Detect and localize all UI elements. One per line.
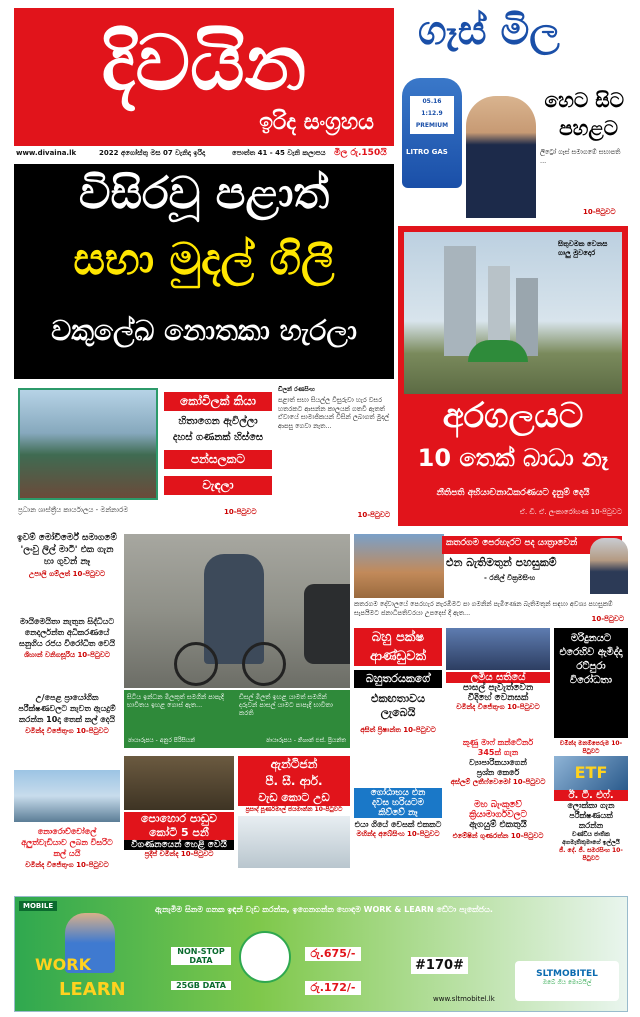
volume: පොත්ත 41 - 45 වැනි කලාපය bbox=[232, 149, 326, 157]
gas-price-card: 05.16 1:12.9 PREMIUM bbox=[410, 96, 454, 134]
gota-story: ගෝඨාභය එන දවස හරියටම කිව්වේ නෑ එයා ගියේ වෙසක් එකකට මහින්ද අබේසිංහ 10-පිටුවට bbox=[354, 788, 442, 838]
dateline bbox=[14, 146, 394, 160]
kovil-headline3: දහස් ගණනක් හිස්සෙ bbox=[172, 432, 264, 443]
gas-brand: LITRO GAS bbox=[406, 148, 448, 156]
tower-left bbox=[444, 246, 476, 356]
protest-headline1: අරගලයට bbox=[442, 396, 584, 436]
ranil-photo bbox=[590, 538, 628, 594]
gas-story bbox=[398, 8, 628, 218]
left-story-4: නොරොච්චෝලේ අලුත්වැඩියාව ලබන විසරිට කල් යයි චමින්ද විජේතුංග 10-පිටුවට bbox=[14, 770, 120, 872]
protest-headline2: 10 තෙක් බාධා නෑ bbox=[417, 444, 609, 472]
gas-sub1: හෙට සිට bbox=[544, 88, 624, 112]
lead-line3: වකුලේඛ නොතකා හැරලා bbox=[51, 314, 357, 347]
katharagama-photo bbox=[354, 534, 444, 598]
mid-page: 10-පිටුවට bbox=[357, 511, 390, 519]
protest-subline: නීතිපති අභියාචනාධිකරණයට දැනුම් දෙයි bbox=[436, 488, 590, 498]
masthead-subtitle: ඉරිද සංග්‍රහය bbox=[259, 110, 374, 135]
gas-headline: ගෑස් මිල bbox=[418, 8, 560, 54]
date: 2022 අගෝස්තු මස 07 වැනිදා ඉරිදා bbox=[99, 149, 206, 157]
lead-line1: විසිරවූ පළාත් bbox=[78, 168, 330, 219]
etf-story: ETF ඊ. ටී. එෆ්. ලොක්කා ගැන පරීක්ෂණයක් කරන්න චණ්ඩිය ජාතික අගමැතිතුමාගේ ඉල්ලයි ජී. දේ. ජී. සමරසිංහ 10-පිටුවට bbox=[554, 756, 628, 876]
ad-apps-circle bbox=[239, 931, 291, 983]
website[interactable]: www.divaina.lk bbox=[16, 149, 77, 157]
gas-person-photo bbox=[466, 96, 536, 218]
gas-cylinder bbox=[402, 78, 462, 188]
advertisement[interactable]: MOBILE ඇනැමිම සිනම ගනක ඉඳන් වැඩ කරන්න, ඉගෙනගන්න හොඳම WORK & LEARN ඩේටා පැකේජය. WORK LEARN NON-STOP DATA 25GB DATA රු.675/- රු.172/- #170# www.sltmobitel.lk SLTMOBITEL ඔබේ ගිය මොබයිල් bbox=[14, 896, 628, 1012]
antigen-story: ඇන්ටිජන් පී. සී. ආර්. වැඩ කොට උඩ ප්‍රසාද් පූර්ණමාල් ජයමාන්න 10-පිටුවට bbox=[238, 756, 350, 876]
left-column bbox=[14, 532, 120, 872]
gas-text: ලිට්‍රෝ ගෑස් සමාගමේ සභාපති ... bbox=[540, 148, 621, 165]
cyclist-photo bbox=[124, 534, 350, 688]
protest-byline: ඒ. ඩී. ඒ. ලංකාරෝහණ 10-පිටුවට bbox=[519, 508, 622, 516]
maritime-story: මරිදුනයට එරෙහිව ඇමිද්දා රට්පුරා විරෝධතා bbox=[554, 628, 628, 738]
left-story-2: මායිමෙයිතා නැතුන සිද්ධියට නෙදර්ලන්ත අධිකරණයේ සනුගිය රජය විරෝධිත වෙයි ශිහාන් වනිගසූරිය 10-පිටුවට bbox=[18, 617, 116, 659]
kovil-headline5: වැඳලා bbox=[164, 476, 272, 495]
gas-page: 10-පිටුවට bbox=[583, 208, 616, 216]
lead-line2: සභා මුදල් ගිලී bbox=[73, 234, 335, 285]
cyclist-caption-box: සිටිය ඉන්ධන මිලකුත් සමගින් පාපැදි භාවිතය ඉහළ ගොස් ඇත... ඩීසල් මිලත් ඉහළ යාමත් සමගින් දරුවන් පාසල් යාමට පාපැදි භාවිතා කරති ඡායාරූපය - අනුර පිරිසියන් ඡායාරූපය - නිශාන් එස්. ප්‍රියන්ත bbox=[124, 690, 350, 748]
kovil-headline1: කෝවිලක් කියා bbox=[164, 392, 272, 411]
car-shape bbox=[304, 584, 350, 664]
kovil-caption: ප්‍රධාන ශාස්ත්‍රීය කාර්යාලය - මන්නාරම bbox=[18, 506, 129, 514]
multi-party-story: බහු පක්ෂ ආණ්ඩුවක් බහුතරයකගේ එකඟතාවය ලැබෙයි අසිත් ප්‍රිෂාන්ත 10-පිටුවට bbox=[354, 628, 442, 784]
maritime-byline: චමින්ද මනම්පෙරුම 10-පිටුවට bbox=[559, 740, 623, 755]
masthead-title: දිවයින bbox=[101, 18, 307, 107]
etf-badge: ETF bbox=[554, 756, 628, 790]
bicycle-wheel-right bbox=[242, 642, 286, 686]
protest-story bbox=[398, 226, 628, 526]
kovil-page: 10-පිටුවට bbox=[224, 508, 257, 516]
antigen-photo bbox=[238, 816, 350, 868]
tent bbox=[468, 340, 528, 362]
protest-photo-caption: සිතුවමක වෙනස ගාලු මුවදොර bbox=[558, 240, 608, 257]
protest-photo bbox=[404, 232, 622, 394]
mid-story bbox=[278, 386, 394, 524]
fertilizer-story: පොහොර පාඩුව කෝටි 5 පනී විගණනයෙන් හෙළි වෙයි ප්‍රදීප් චමින්ද 10-පිටුවට bbox=[124, 756, 234, 876]
mid-byline: ඩිලන් රණසිංහ bbox=[278, 386, 315, 393]
school-story: ලමිය සතියේ පාසල් පැවැත්වෙන විදිහේ වෙනසක් චමින්ද විජේතුංග 10-පිටුවට bbox=[446, 628, 550, 734]
price: මිල රු.150යි bbox=[334, 148, 387, 158]
gas-sub2: පහළට bbox=[559, 116, 618, 140]
kovil-headline4: පන්සලකට bbox=[164, 450, 272, 469]
lead-story bbox=[14, 164, 394, 379]
masthead bbox=[14, 8, 394, 158]
kovil-photo bbox=[18, 388, 158, 500]
bicycle-wheel-left bbox=[174, 642, 218, 686]
brand-logo: SLTMOBITEL ඔබේ ගිය මොබයිල් bbox=[515, 961, 619, 1001]
left-story-1: ඉවම් මෝචිර්මේ සමාගමේ 'ලංවු ලිල් මාටි' එක ගැන හා ගුවන් නෑ උපාලි ගම්ලත් 10-පිටුවට bbox=[17, 533, 117, 578]
mid-text: පළාත් සභා සියල්ල විසුරුවා හැර වසර හතරකට ආසන්න කාලයක් ගතවී ඇතත් ඒවායේ සාමාජිකයන් විසින් ලබාගත් මුදල් ආපසු ගෙවා නැත... bbox=[278, 396, 390, 430]
left-story-3: උ/පෙළ ප්‍රායෝගික පරීක්ෂණවලට නැවත ඇයදුම් කරන්න 10දා තෙක් කල් දෙයි චමින්ද විජේතුංග 10-පිටුවට bbox=[18, 693, 116, 735]
power-plant-photo bbox=[14, 770, 120, 822]
katharagama-story: කතරගම පෙරහැරට පද යාත්‍රාවෙන් එන බැතිමතුන් පහසුකම් - රනිල් වික්‍රමසිංහ කතරගම දේවාලයේ පෙරහැර නැරඹීමට පා ගමනින් පැමිණෙන බැතිමතුන් සඳහා අවශ්‍ය පහසුකම් සැපයීමට ජනාධිපතිවරයා උපදෙස් දී ඇත... 10-පිටුවට bbox=[354, 534, 628, 624]
kovil-headline2: හිතාගෙන ඇවිල්ලා bbox=[178, 416, 258, 427]
garbage-container-story: කුණු මාෆ් කන්ටේනර් 345ක් ගැන ව්‍යාපාරිකයාගෙන් ප්‍රශ්න කෙරේ අස්ලම් ලතීෆ්වෙමෝ 10-පිටුවට bbox=[450, 738, 546, 786]
school-photo bbox=[446, 628, 550, 670]
kovil-story bbox=[14, 384, 274, 524]
fertilizer-photo bbox=[124, 756, 234, 810]
central-bank-story: මහ බැංකුවේ ක්‍රියාමාර්ගවලට ඇගයුම් එකතුයි එමේෂින් ගුණරත්න 10-පිටුවට bbox=[452, 800, 544, 840]
